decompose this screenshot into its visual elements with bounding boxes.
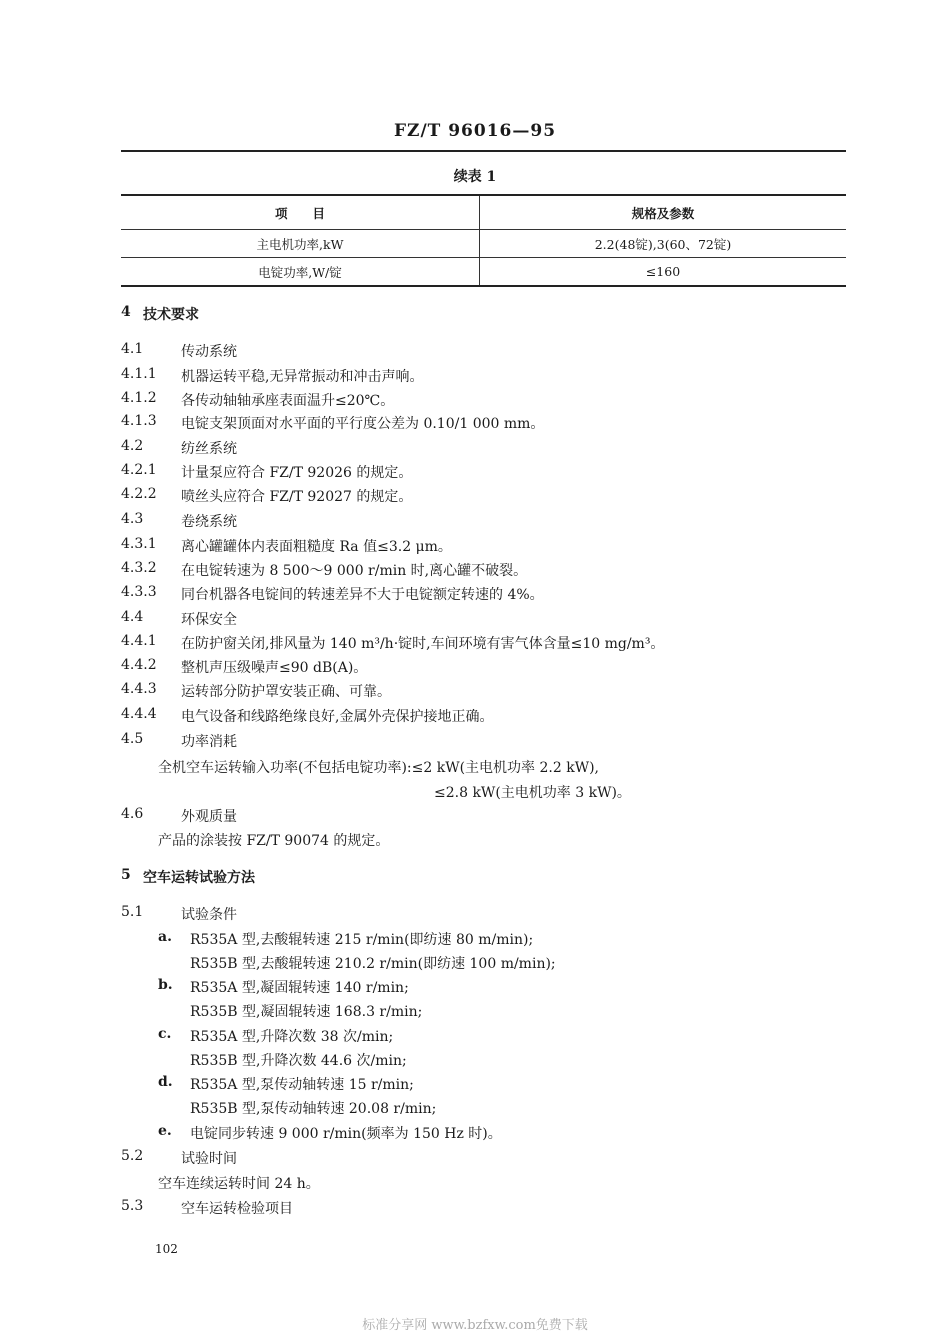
clause-text: 技术要求 bbox=[143, 307, 199, 323]
clause-number: 4.3.3 bbox=[121, 584, 157, 600]
clause-text: R535A 型,升降次数 38 次/min; bbox=[190, 1029, 394, 1045]
clause-text: 环保安全 bbox=[181, 612, 237, 628]
clause-number: a. bbox=[158, 929, 172, 945]
clause-number: 4.1.3 bbox=[121, 413, 157, 429]
document-header: FZ/T 96016—95 bbox=[393, 121, 557, 141]
clause-text: 纺丝系统 bbox=[181, 441, 237, 457]
clause-text: 喷丝头应符合 FZ/T 92027 的规定。 bbox=[181, 489, 413, 505]
page-number: 102 bbox=[155, 1242, 178, 1256]
clause-text: R535A 型,凝固辊转速 140 r/min; bbox=[190, 980, 409, 996]
clause-text: 卷绕系统 bbox=[181, 514, 237, 530]
table-cell: ≤160 bbox=[480, 258, 847, 287]
clause-number: 4.4.4 bbox=[121, 706, 157, 722]
clause-text: R535B 型,去酸辊转速 210.2 r/min(即纺速 100 m/min); bbox=[190, 956, 556, 972]
clause-number: e. bbox=[158, 1123, 172, 1139]
clause-text: 功率消耗 bbox=[181, 734, 237, 750]
clause-number: 4.3 bbox=[121, 511, 144, 527]
clause-number: 4.3.1 bbox=[121, 536, 157, 552]
table-cell: 2.2(48锭),3(60、72锭) bbox=[480, 230, 847, 258]
clause-text: 电锭同步转速 9 000 r/min(频率为 150 Hz 时)。 bbox=[190, 1126, 502, 1142]
clause-text: 机器运转平稳,无异常振动和冲击声响。 bbox=[181, 369, 424, 385]
clause-text: R535B 型,泵传动轴转速 20.08 r/min; bbox=[190, 1101, 437, 1117]
clause-text: 外观质量 bbox=[181, 809, 237, 825]
clause-number: 4.4.1 bbox=[121, 633, 157, 649]
table-header-row bbox=[121, 195, 846, 230]
clause-text: 传动系统 bbox=[181, 344, 237, 360]
column-header-spec: 规格及参数 bbox=[480, 195, 847, 230]
clause-text: 离心罐罐体内表面粗糙度 Ra 值≤3.2 μm。 bbox=[181, 539, 452, 555]
clause-number: 5.1 bbox=[121, 904, 144, 920]
clause-number: 4.2.2 bbox=[121, 486, 157, 502]
table-cell: 主电机功率,kW bbox=[121, 230, 480, 258]
clause-number: 4.3.2 bbox=[121, 560, 157, 576]
clause-number: 5.2 bbox=[121, 1148, 144, 1164]
clause-number: 4.6 bbox=[121, 806, 144, 822]
clause-text: 电锭支架顶面对水平面的平行度公差为 0.10/1 000 mm。 bbox=[181, 416, 545, 432]
clause-text: 在电锭转速为 8 500～9 000 r/min 时,离心罐不破裂。 bbox=[181, 563, 528, 579]
clause-number: 4 bbox=[121, 304, 131, 320]
table-row bbox=[121, 230, 846, 258]
clause-number: 4.4 bbox=[121, 609, 144, 625]
clause-text: R535A 型,去酸辊转速 215 r/min(即纺速 80 m/min); bbox=[190, 932, 534, 948]
clause-text: 空车运转检验项目 bbox=[181, 1201, 293, 1217]
clause-text: 试验条件 bbox=[181, 907, 237, 923]
clause-text: 运转部分防护罩安装正确、可靠。 bbox=[181, 684, 391, 700]
clause-text: 同台机器各电锭间的转速差异不大于电锭额定转速的 4%。 bbox=[181, 587, 544, 603]
clause-number: 4.4.2 bbox=[121, 657, 157, 673]
clause-text: ≤2.8 kW(主电机功率 3 kW)。 bbox=[434, 785, 631, 801]
header-rule bbox=[121, 150, 846, 152]
clause-number: 4.2.1 bbox=[121, 462, 157, 478]
watermark-footer: 标准分享网 www.bzfxw.com免费下载 bbox=[362, 1318, 588, 1333]
table-cell: 电锭功率,W/锭 bbox=[121, 258, 480, 287]
clause-number: b. bbox=[158, 977, 173, 993]
clause-text: 全机空车运转输入功率(不包括电锭功率):≤2 kW(主电机功率 2.2 kW), bbox=[158, 760, 600, 776]
clause-number: 4.1 bbox=[121, 341, 144, 357]
clause-text: 整机声压级噪声≤90 dB(A)。 bbox=[181, 660, 368, 676]
clause-number: 5.3 bbox=[121, 1198, 144, 1214]
clause-number: c. bbox=[158, 1026, 172, 1042]
clause-text: 空车运转试验方法 bbox=[143, 870, 255, 886]
table-row bbox=[121, 258, 846, 287]
clause-text: 空车连续运转时间 24 h。 bbox=[158, 1176, 320, 1192]
clause-number: 4.2 bbox=[121, 438, 144, 454]
clause-number: 4.4.3 bbox=[121, 681, 157, 697]
clause-text: R535B 型,升降次数 44.6 次/min; bbox=[190, 1053, 407, 1069]
clause-number: 5 bbox=[121, 867, 131, 883]
clause-number: 4.5 bbox=[121, 731, 144, 747]
clause-text: R535A 型,泵传动轴转速 15 r/min; bbox=[190, 1077, 414, 1093]
clause-text: 试验时间 bbox=[181, 1151, 237, 1167]
clause-text: 电气设备和线路绝缘良好,金属外壳保护接地正确。 bbox=[181, 709, 494, 725]
clause-text: 在防护窗关闭,排风量为 140 m³/h·锭时,车间环境有害气体含量≤10 mg/m³。 bbox=[181, 636, 665, 652]
spec-table bbox=[121, 194, 846, 287]
clause-text: 计量泵应符合 FZ/T 92026 的规定。 bbox=[181, 465, 413, 481]
clause-text: 各传动轴轴承座表面温升≤20℃。 bbox=[181, 393, 395, 409]
clause-text: 产品的涂装按 FZ/T 90074 的规定。 bbox=[158, 833, 390, 849]
clause-number: d. bbox=[158, 1074, 173, 1090]
clause-number: 4.1.2 bbox=[121, 390, 157, 406]
column-header-item: 项 目 bbox=[121, 195, 480, 230]
clause-text: R535B 型,凝固辊转速 168.3 r/min; bbox=[190, 1004, 423, 1020]
clause-number: 4.1.1 bbox=[121, 366, 157, 382]
table-caption: 续表 1 bbox=[453, 169, 497, 185]
